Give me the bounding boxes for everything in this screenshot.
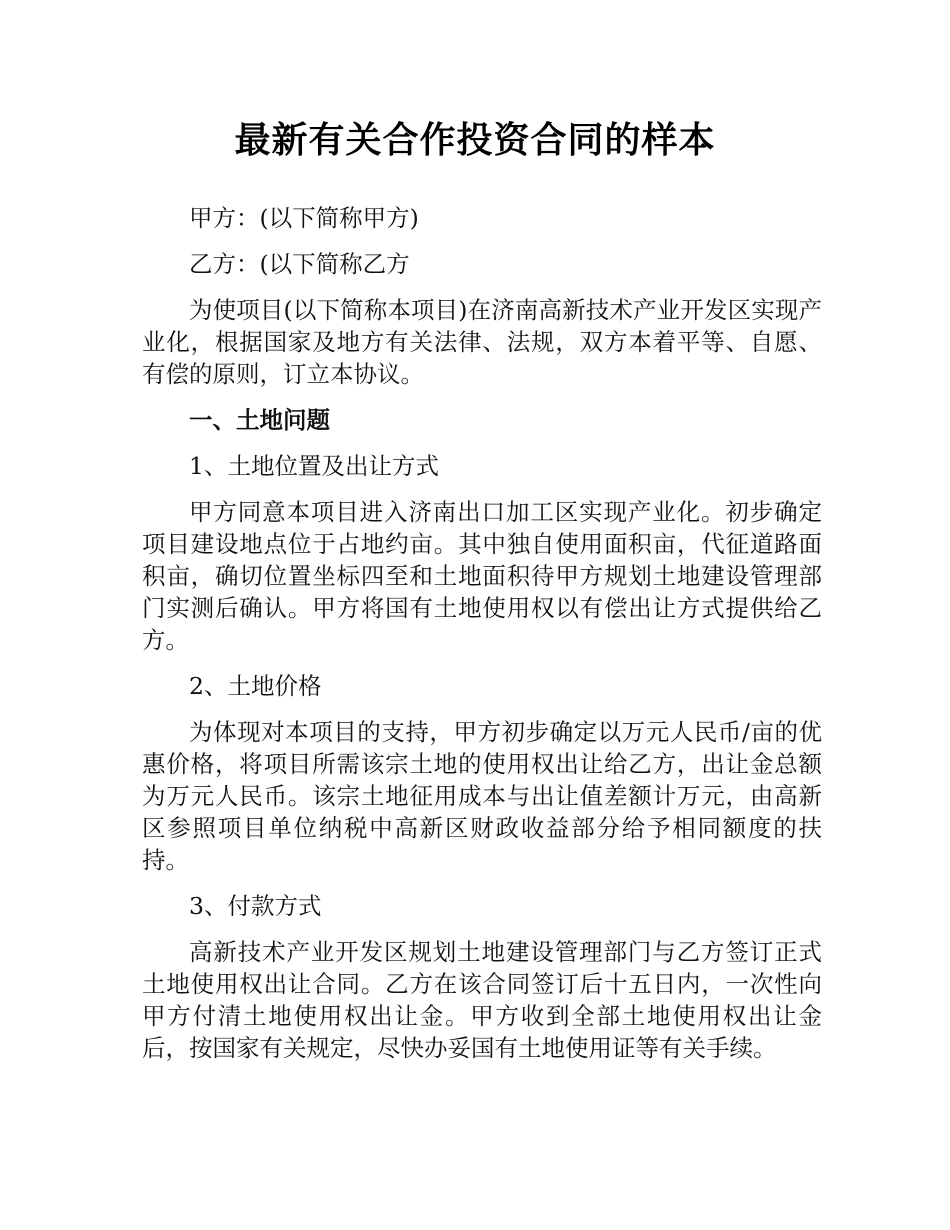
subheading-payment-method: 3、付款方式 [189, 892, 322, 920]
party-a-line: 甲方：(以下简称甲方) [189, 204, 419, 232]
document-title: 最新有关合作投资合同的样本 [234, 120, 716, 161]
land-price-paragraph: 为体现对本项目的支持，甲方初步确定以万元人民币/亩的优惠价格，将项目所需该宗土地的使用权出让给乙方，出让金总额为万元人民币。该宗土地征用成本与出让值差额计万元，由高新区参照项目单位纳税中高新区财政收益部分给予相同额度的扶持。 [142, 718, 822, 874]
section-heading-land: 一、土地问题 [189, 406, 330, 434]
preamble-paragraph: 为使项目(以下简称本项目)在济南高新技术产业开发区实现产业化，根据国家及地方有关法律、法规，双方本着平等、自愿、有偿的原则，订立本协议。 [142, 296, 822, 388]
subheading-land-location: 1、土地位置及出让方式 [189, 452, 439, 480]
document-body [142, 202, 822, 1078]
land-location-paragraph: 甲方同意本项目进入济南出口加工区实现产业化。初步确定项目建设地点位于占地约亩。其中独自使用面积亩，代征道路面积亩，确切位置坐标四至和土地面积待甲方规划土地建设管理部门实测后确认。甲方将国有土地使用权以有偿出让方式提供给乙方。 [142, 498, 822, 654]
subheading-land-price: 2、土地价格 [189, 672, 322, 700]
party-b-line: 乙方：(以下简称乙方 [189, 250, 410, 278]
payment-method-paragraph: 高新技术产业开发区规划土地建设管理部门与乙方签订正式土地使用权出让合同。乙方在该合同签订后十五日内，一次性向甲方付清土地使用权出让金。甲方收到全部土地使用权出让金后，按国家有关规定，尽快办妥国有土地使用证等有关手续。 [142, 938, 822, 1062]
